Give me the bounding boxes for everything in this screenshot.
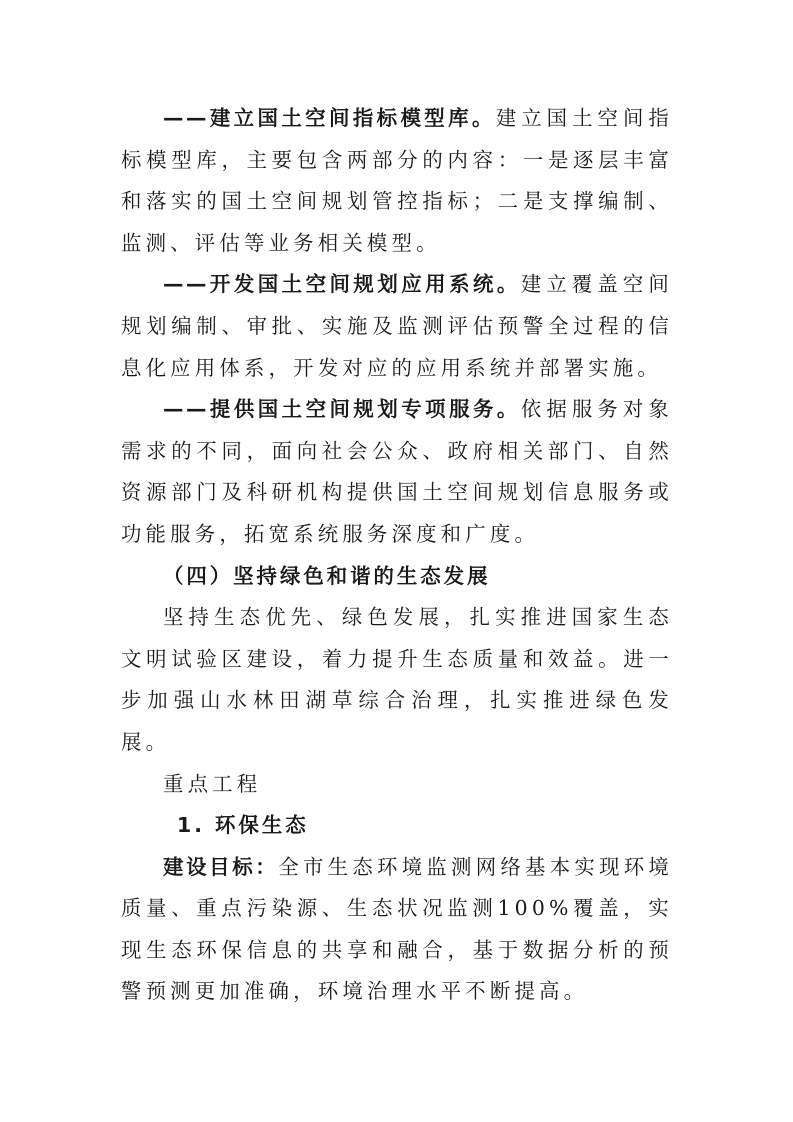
paragraph-lead: ——开发国土空间规划应用系统。 — [163, 272, 521, 297]
key-projects-label: 重点工程 — [163, 771, 262, 796]
goal-body: 全市生态环境监测网络基本实现环境质量、重点污染源、生态状况监测100%覆盖，实现生态环保信息的共享和融合，基于数据分析的预警预测更加准确，环境治理水平不断提高。 — [121, 854, 674, 1004]
paragraph-body: 依据服务对象需求的不同，面向社会公众、政府相关部门、自然资源部门及科研机构提供国土空间规划信息服务或功能服务，拓宽系统服务深度和广度。 — [121, 397, 674, 546]
section-heading: （四）坚持绿色和谐的生态发展 — [163, 563, 491, 588]
paragraph-planning-application-system — [121, 264, 673, 389]
paragraph-planning-special-services — [121, 389, 673, 555]
paragraph-indicator-model-library — [121, 98, 673, 264]
paragraph-body: 建立国土空间指标模型库，主要包含两部分的内容：一是逐层丰富和落实的国土空间规划管控指标；二是支撑编制、监测、评估等业务相关模型。 — [121, 106, 673, 255]
section-body: 坚持生态优先、绿色发展，扎实推进国家生态文明试验区建设，着力提升生态质量和效益。进一步加强山水林田湖草综合治理，扎实推进绿色发展。 — [121, 605, 673, 754]
paragraph-construction-goal — [121, 847, 673, 1013]
paragraph-body: 建立覆盖空间规划编制、审批、实施及监测评估预警全过程的信息化应用体系，开发对应的应用系统并部署实施。 — [121, 272, 674, 380]
paragraph-lead: ——提供国土空间规划专项服务。 — [163, 397, 521, 422]
document-page — [121, 98, 673, 1013]
paragraph-lead: ——建立国土空间指标模型库。 — [163, 106, 496, 130]
goal-lead: 建设目标： — [163, 854, 279, 879]
project-title: 1. 环保生态 — [177, 813, 309, 838]
